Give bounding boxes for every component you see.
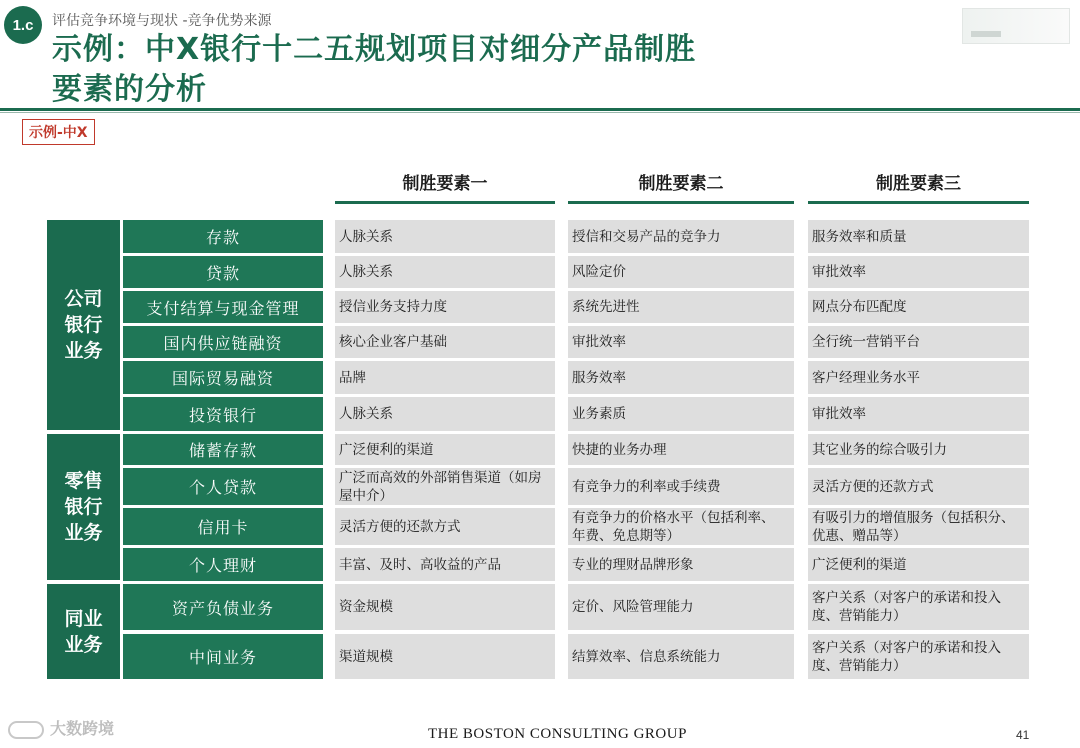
- factor-cell-1: 渠道规模: [335, 634, 555, 679]
- factor-cell-3: 全行统一营销平台: [808, 326, 1029, 358]
- column-header-2: 制胜要素二: [568, 168, 794, 204]
- factor-cell-2: 快捷的业务办理: [568, 434, 794, 465]
- slide-thumbnail-image: [962, 8, 1070, 44]
- factor-cell-2: 审批效率: [568, 326, 794, 358]
- factor-cell-1: 资金规模: [335, 584, 555, 630]
- factor-cell-3: 其它业务的综合吸引力: [808, 434, 1029, 465]
- factor-cell-2: 有竞争力的价格水平（包括利率、年费、免息期等）: [568, 508, 794, 545]
- product-label: 资产负债业务: [123, 584, 323, 630]
- category-line: 银行: [64, 496, 103, 518]
- firm-footer: THE BOSTON CONSULTING GROUP: [428, 726, 687, 742]
- factor-cell-3: 客户关系（对客户的承诺和投入度、营销能力）: [808, 584, 1029, 630]
- category-line: 银行: [64, 314, 103, 336]
- category-retail-banking: [47, 434, 120, 580]
- page-title: [52, 30, 912, 110]
- factor-cell-2: 定价、风险管理能力: [568, 584, 794, 630]
- product-label: 贷款: [123, 256, 323, 288]
- factor-cell-1: 丰富、及时、高收益的产品: [335, 548, 555, 581]
- factor-cell-3: 有吸引力的增值服务（包括积分、优惠、赠品等）: [808, 508, 1029, 545]
- product-label: 国际贸易融资: [123, 361, 323, 394]
- factor-cell-1: 授信业务支持力度: [335, 291, 555, 323]
- page-number: 41: [1016, 728, 1030, 742]
- watermark-logo-icon: [8, 721, 44, 739]
- header-divider-thin: [0, 112, 1080, 113]
- factor-cell-3: 客户经理业务水平: [808, 361, 1029, 394]
- section-badge: 1.c: [4, 6, 42, 44]
- product-label: 支付结算与现金管理: [123, 291, 323, 323]
- factor-cell-1: 广泛便利的渠道: [335, 434, 555, 465]
- product-label: 个人贷款: [123, 468, 323, 505]
- factor-cell-1: 广泛而高效的外部销售渠道（如房屋中介）: [335, 468, 555, 505]
- category-line: 业务: [64, 633, 103, 656]
- example-tag: 示例-中X: [22, 119, 95, 145]
- factor-cell-1: 灵活方便的还款方式: [335, 508, 555, 545]
- factor-cell-1: 人脉关系: [335, 397, 555, 431]
- breadcrumb: 评估竞争环境与现状 -竞争优势来源: [52, 13, 272, 29]
- watermark-text: 大数跨境: [50, 719, 115, 738]
- factor-cell-1: 人脉关系: [335, 256, 555, 288]
- factor-cell-3: 审批效率: [808, 256, 1029, 288]
- factor-cell-3: 广泛便利的渠道: [808, 548, 1029, 581]
- title-line-2: 要素的分析: [52, 72, 207, 107]
- category-corporate-banking: [47, 220, 120, 430]
- product-label: 国内供应链融资: [123, 326, 323, 358]
- factor-cell-1: 核心企业客户基础: [335, 326, 555, 358]
- factor-cell-2: 有竞争力的利率或手续费: [568, 468, 794, 505]
- product-label: 信用卡: [123, 508, 323, 545]
- factor-cell-1: 人脉关系: [335, 220, 555, 253]
- factor-cell-3: 网点分布匹配度: [808, 291, 1029, 323]
- factor-cell-2: 风险定价: [568, 256, 794, 288]
- factor-cell-3: 灵活方便的还款方式: [808, 468, 1029, 505]
- factor-cell-3: 服务效率和质量: [808, 220, 1029, 253]
- factor-cell-2: 授信和交易产品的竞争力: [568, 220, 794, 253]
- category-line: 公司: [64, 288, 103, 310]
- column-header-1: 制胜要素一: [335, 168, 555, 204]
- product-label: 投资银行: [123, 397, 323, 431]
- factor-cell-2: 专业的理财品牌形象: [568, 548, 794, 581]
- category-interbank: [47, 584, 120, 679]
- product-label: 存款: [123, 220, 323, 253]
- factor-cell-1: 品牌: [335, 361, 555, 394]
- watermark: [8, 716, 114, 739]
- factor-cell-3: 审批效率: [808, 397, 1029, 431]
- factor-cell-2: 结算效率、信息系统能力: [568, 634, 794, 679]
- product-label: 中间业务: [123, 634, 323, 679]
- header-divider: [0, 108, 1080, 111]
- category-line: 业务: [64, 522, 103, 544]
- product-label: 储蓄存款: [123, 434, 323, 465]
- column-header-3: 制胜要素三: [808, 168, 1029, 204]
- product-label: 个人理财: [123, 548, 323, 581]
- title-line-1: 示例：中X银行十二五规划项目对细分产品制胜: [52, 32, 697, 67]
- factor-cell-2: 服务效率: [568, 361, 794, 394]
- category-line: 同业: [64, 607, 103, 630]
- factor-cell-2: 系统先进性: [568, 291, 794, 323]
- factor-cell-2: 业务素质: [568, 397, 794, 431]
- category-line: 零售: [64, 470, 103, 492]
- factor-cell-3: 客户关系（对客户的承诺和投入度、营销能力）: [808, 634, 1029, 679]
- category-line: 业务: [64, 340, 103, 362]
